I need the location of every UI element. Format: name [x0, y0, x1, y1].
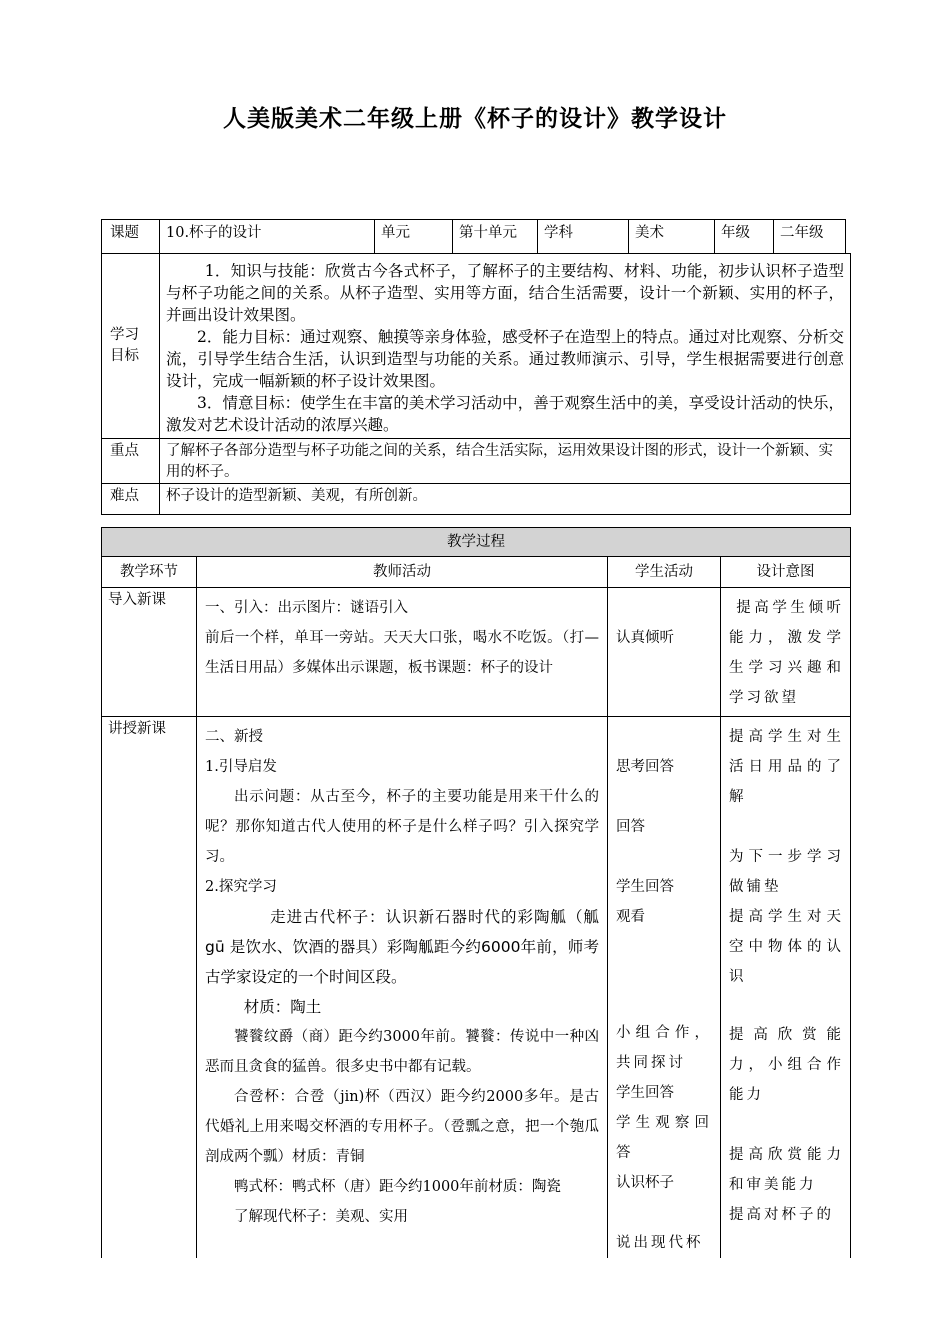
col-student: 学生活动 [608, 557, 721, 588]
goals-label-text: 学习目标 [110, 327, 139, 364]
teacher-line: 2.探究学习 [205, 879, 277, 895]
difficulty-value: 杯子设计的造型新颖、美观，有所创新。 [160, 484, 851, 515]
student-line: 思考回答 [616, 759, 674, 775]
goals-label [102, 254, 160, 439]
student-line: 认识杯子 [616, 1175, 674, 1191]
info-header-row [102, 220, 851, 254]
col-intent: 设计意图 [721, 557, 851, 588]
topic-value: 10.杯子的设计 [160, 220, 375, 254]
grade-label: 年级 [715, 220, 774, 254]
lesson-info-table [101, 219, 851, 515]
page-title: 人美版美术二年级上册《杯子的设计》教学设计 [223, 105, 727, 132]
grade-value: 二年级 [774, 220, 846, 254]
teacher-line: 1.引导启发 [205, 759, 277, 775]
student-line: 学生观察回答 [616, 1115, 712, 1161]
teacher-line: 饕餮纹爵（商）距今约3000年前。饕餮：传说中一种凶恶而且贪食的猛兽。很多史书中都有记载。 [205, 1029, 599, 1075]
key-value: 了解杯子各部分造型与杯子功能之间的关系，结合生活实际，运用效果设计图的形式，设计一个新颖、实用的杯子。 [160, 439, 851, 484]
key-label: 重点 [102, 439, 160, 484]
col-stage: 教学环节 [102, 557, 197, 588]
student-line: 观看 [616, 909, 645, 925]
goals-content [160, 254, 851, 439]
student-line: 小组合作，共同探讨 [616, 1025, 712, 1071]
teacher-line: 前后一个样，单耳一旁站。天天大口张，喝水不吃饭。（打—生活日用品）多媒体出示课题，板书课题：杯子的设计 [205, 630, 599, 676]
student-cell [608, 717, 721, 1259]
teacher-cell [197, 588, 608, 717]
teacher-line: 材质：陶土 [243, 998, 322, 1016]
intent-line: 提高对杯子的 [729, 1207, 834, 1223]
student-line: 回答 [616, 819, 645, 835]
table-row [102, 717, 851, 1259]
teacher-line: 一、引入：出示图片：谜语引入 [205, 600, 408, 616]
stage-cell: 导入新课 [102, 588, 197, 717]
teacher-line: 二、新授 [205, 729, 263, 745]
student-line: 学生回答 [616, 879, 674, 895]
teacher-line: 走进古代杯子：认识新石器时代的彩陶觚（觚 gū 是饮水、饮酒的器具）彩陶觚距今约6000年前，师考古学家设定的一个时间区段。 [205, 908, 599, 986]
intent-line: 提高欣赏能力，小组合作能力 [729, 1027, 844, 1103]
teacher-line: 了解现代杯子：美观、实用 [234, 1209, 408, 1225]
teacher-line: 鸭式杯：鸭式杯（唐）距今约1000年前材质：陶瓷 [234, 1179, 561, 1195]
process-heading-row [102, 528, 851, 557]
process-heading: 教学过程 [102, 528, 851, 557]
student-line: 说出现代杯 [616, 1235, 704, 1251]
intent-line: 为下一步学习做铺垫 [729, 849, 844, 895]
goal-3: 3．情意目标：使学生在丰富的美术学习活动中，善于观察生活中的美，享受设计活动的快乐，激发对艺术设计活动的浓厚兴趣。 [166, 394, 844, 434]
goals-row [102, 254, 851, 439]
intent-line: 提高欣赏能力和审美能力 [729, 1147, 844, 1193]
teacher-line: 合卺杯：合卺（jin)杯（西汉）距今约2000多年。是古代婚礼上用来喝交杯酒的专用杯子。（卺瓢之意，把一个匏瓜剖成两个瓢）材质：青铜 [205, 1089, 599, 1165]
subject-label: 学科 [538, 220, 629, 254]
teaching-process-table [101, 527, 851, 1258]
col-teacher: 教师活动 [197, 557, 608, 588]
student-line: 学生回答 [616, 1085, 674, 1101]
key-row [102, 439, 851, 484]
teacher-cell [197, 717, 608, 1259]
table-row [102, 588, 851, 717]
difficulty-row [102, 484, 851, 515]
intent-cell: 提高学生倾听能力，激发学生学习兴趣和学习欲望 [721, 588, 851, 717]
intent-cell [721, 717, 851, 1259]
goal-2: 2．能力目标：通过观察、触摸等亲身体验，感受杯子在造型上的特点。通过对比观察、分析交流，引导学生结合生活，认识到造型与功能的关系。通过教师演示、引导，学生根据需要进行创意设计，完成一幅新颖的杯子设计效果图。 [166, 328, 844, 390]
stage-cell: 讲授新课 [102, 717, 197, 1259]
subject-value: 美术 [629, 220, 715, 254]
edge-cell [846, 220, 851, 254]
difficulty-label: 难点 [102, 484, 160, 515]
teacher-line: 出示问题：从古至今，杯子的主要功能是用来干什么的呢？那你知道古代人使用的杯子是什么样子吗？引入探究学习。 [205, 789, 599, 865]
unit-label: 单元 [375, 220, 453, 254]
intent-line: 提高学生对生活日用品的了解 [729, 729, 844, 805]
process-column-header [102, 557, 851, 588]
intent-line: 提高学生对天空中物体的认识 [729, 909, 844, 985]
topic-label: 课题 [102, 220, 160, 254]
goal-1: 1．知识与技能：欣赏古今各式杯子，了解杯子的主要结构、材料、功能，初步认识杯子造型与杯子功能之间的关系。从杯子造型、实用等方面，结合生活需要，设计一个新颖、实用的杯子，并画出设计效果图。 [166, 262, 844, 324]
unit-value: 第十单元 [453, 220, 538, 254]
student-cell: 认真倾听 [608, 588, 721, 717]
